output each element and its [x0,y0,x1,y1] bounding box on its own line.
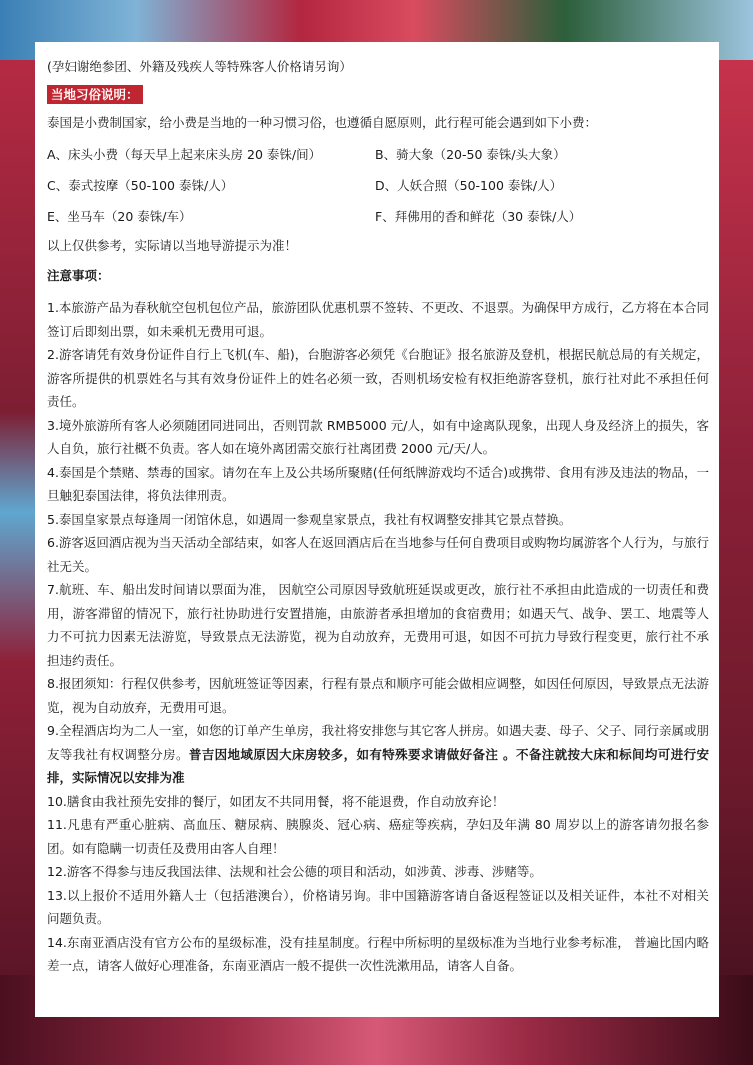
customs-heading-badge: 当地习俗说明： [47,85,143,104]
tip-item: C、泰式按摩（50-100 泰铢/人） [47,178,234,193]
note-item: 2.游客请凭有效身份证件自行上飞机(车、船)，台胞游客必须凭《台胞证》报名旅游及登机，根据民航总局的有关规定，游客所提供的机票姓名与其有效身份证件上的姓名必须一致，否则机场安检有权拒绝游客登机，旅行社对此不承担任何责任。 [47,347,709,409]
note-item: 10.膳食由我社预先安排的餐厅，如团友不共同用餐，将不能退费，作自动放弃论！ [47,793,505,809]
note-item: 12.游客不得参与违反我国法律、法规和社会公德的项目和活动，如涉黄、涉毒、涉赌等。 [47,864,542,879]
tip-item: A、床头小费（每天早上起来床头房 20 泰铢/间） [47,147,322,162]
tip-item: D、人妖合照（50-100 泰铢/人） [375,178,563,193]
note-item [47,719,709,790]
note-item-emphasis: 普吉因地域原因大床房较多，如有特殊要求请做好备注 。不备注就按大床和标间均可进行安排，实际情况以安排为准 [47,746,709,785]
note-item: 7.航班、车、船出发时间请以票面为准， 因航空公司原因导致航班延误或更改，旅行社不承担由此造成的一切责任和费用，游客滞留的情况下，旅行社协助进行安置措施，由旅游者承担增加的食宿费用；如遇天气、战争、罢工、地震等人力不可抗力因素无法游览，导致景点无法游览，视为自动放弃，无费用可退，如因不可抗力导致行程变更，旅行社不承担违约责任。 [47,582,709,668]
notes-heading: 注意事项： [47,268,110,283]
note-item: 14.东南亚酒店没有官方公布的星级标准，没有挂星制度。行程中所标明的星级标准为当地行业参考标准， 普遍比国内略差一点，请客人做好心理准备，东南亚酒店一般不提供一次性洗漱用品，请客人自备。 [47,934,709,973]
tips-row [47,170,709,201]
note-item: 8.报团须知：行程仅供参考，因航班签证等因素，行程有景点和顺序可能会做相应调整，如因任何原因，导致景点无法游览，视为自动放弃，无费用可退。 [47,676,709,715]
tips-reference: 以上仅供参考，实际请以当地导游提示为准！ [47,238,298,253]
background-frame-left [0,60,40,1065]
document-page [35,42,719,1017]
tips-row [47,201,709,232]
note-item-text: 9.全程酒店均为二人一室，如您的订单产生单房，我社将安排您与其它客人拼房。如遇夫妻、母子、父子、同行亲属或朋友等我社有权调整分房。 [47,723,709,762]
note-item: 11.凡患有严重心脏病、高血压、糖尿病、胰腺炎、冠心病、癌症等疾病，孕妇及年满 80 周岁以上的游客请勿报名参团。如有隐瞒一切责任及费用由客人自理！ [47,817,709,856]
note-item: 3.境外旅游所有客人必须随团同进同出，否则罚款 RMB5000 元/人，如有中途离队现象，出现人身及经济上的损失，客人自负，旅行社概不负责。客人如在境外离团需交旅行社离团费 2000 元/天/人。 [47,417,709,456]
notes-list [47,296,709,978]
note-item: 1.本旅游产品为春秋航空包机包位产品，旅游团队优惠机票不签转、不更改、不退票。为确保甲方成行，乙方将在本合同签订后即刻出票，如未乘机无费用可退。 [47,300,709,339]
special-guest-notice: (孕妇谢绝参团、外籍及残疾人等特殊客人价格请另询） [47,59,352,74]
tip-item: F、拜佛用的香和鲜花（30 泰铢/人） [375,209,582,224]
note-item: 5.泰国皇家景点每逢周一闭馆休息，如遇周一参观皇家景点，我社有权调整安排其它景点替换。 [47,511,572,527]
tip-item: B、骑大象（20-50 泰铢/头大象） [375,147,566,162]
tips-list [47,139,709,232]
background-frame-right [713,60,753,1065]
note-item: 13.以上报价不适用外籍人士（包括港澳台），价格请另询。非中国籍游客请自备返程签证以及相关证件，本社不对相关问题负责。 [47,887,709,926]
note-item: 6.游客返回酒店视为当天活动全部结束，如客人在返回酒店后在当地参与任何自费项目或购物均属游客个人行为，与旅行社无关。 [47,535,709,574]
note-item: 4.泰国是个禁赌、禁毒的国家。请勿在车上及公共场所聚赌(任何纸牌游戏均不适合)或携带、食用有涉及违法的物品，一旦触犯泰国法律，将负法律刑责。 [47,464,709,503]
tip-item: E、坐马车（20 泰铢/车） [47,209,192,224]
tips-intro: 泰国是小费制国家，给小费是当地的一种习惯习俗，也遵循自愿原则，此行程可能会遇到如下小费： [47,115,598,130]
tips-row [47,139,709,170]
